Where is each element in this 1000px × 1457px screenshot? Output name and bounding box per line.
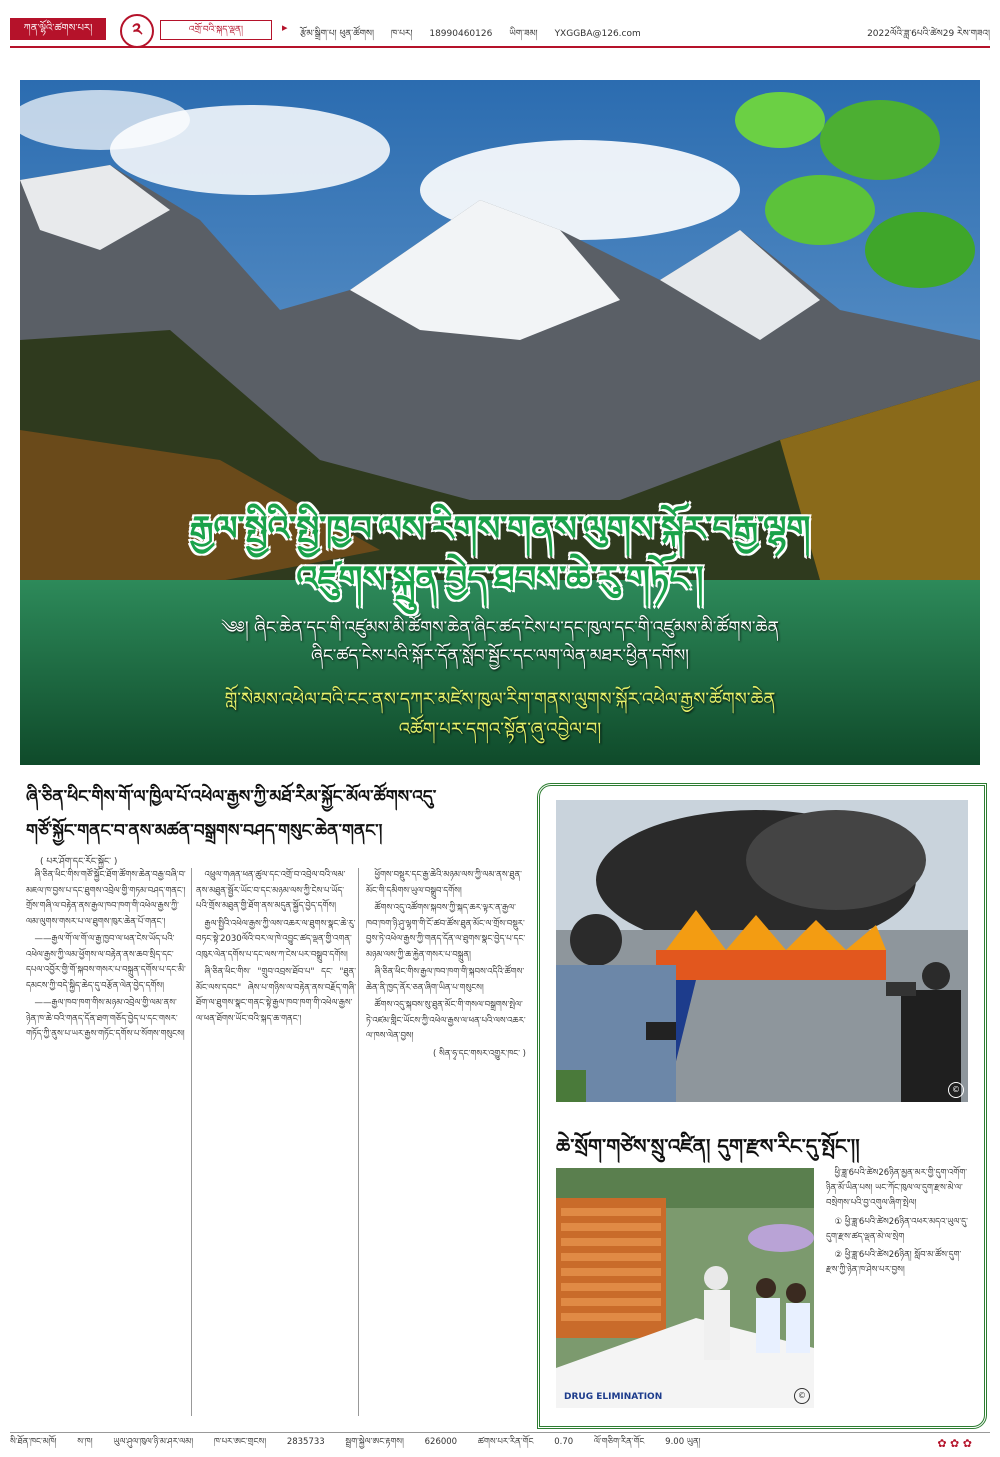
article-source: ( པར་ཤོག་དང་རོང་སྐྱོང་ ): [40, 857, 118, 867]
paragraph: ——རྒྱལ་ཁབ་ཁག་གིས་མཉམ་འབྲེལ་གྱི་ལམ་ནས་ཉེན་ཁ་ཆེ་བའི་གནད་དོན་ཐག་གཅོད་བྱེད་པ་དང་གསར་གཏོད་ཀྱི་ནུས་པ་ཡར་རྒྱས་གཏོང་དགོས་པ་སོགས་གསུངས།: [26, 998, 185, 1039]
publisher: སི་ཐོན་ཁང་མཁོ།: [10, 1437, 57, 1447]
editor-label: རྩོམ་སྒྲིག་པ། ཕུན་ཚོགས།: [300, 29, 375, 39]
hero-title-line2: འཛུགས་སྐྲུན་བྱེད་ཐབས་ཆེ་རུ་གཏོང་།: [296, 559, 704, 599]
triangle-icon: ▸: [282, 21, 288, 34]
article-headline: [26, 780, 526, 848]
paragraph: ② ཕྱི་ཟླ་6པའི་ཚེས26ཉིན། སློབ་མ་ཚོས་དུག་རྫས་ཀྱི་ཉེན་ཁ་ཤེས་པར་བྱས།: [826, 1250, 962, 1276]
paragraph: ཚོགས་འདུ་སྐབས་སུ་ཐུན་མོང་གི་གསལ་བསྒྲགས་སྤེལ་ཏེ་འཛམ་གླིང་ཡོངས་ཀྱི་འཕེལ་རྒྱས་ལ་ཕན་པའི་ལས་འཆར་ལ་ཁས་ལེན་བྱས།: [366, 1000, 526, 1041]
hero-subtitle-line2: ཞིང་ཚད་ངེས་པའི་སྐོར་དོན་སློབ་སྦྱོང་དང་ལག་ལེན་མཐར་ཕྱིན་དགོས།: [311, 646, 689, 666]
column-divider: [191, 868, 192, 1416]
footer-info: [10, 1432, 990, 1451]
zip-code: 626000: [424, 1437, 458, 1447]
paragraph: ཚོགས་འདུ་འཚོགས་སྐབས་ཀྱི་སྐད་ཆར་ལྟར་ན་རྒྱལ་ཁབ་ཁག་ཉི་ཤུ་ལྷག་གི་ངོ་ཚབ་ཚོས་ཐུན་མོང་ལ་གྲོས་བསྡུར་བྱས་ཏེ་འཕེལ་རྒྱས་ཀྱི་གནད་དོན་ལ་ཐུགས་སྣང་བྱེད་པ་དང་མཉམ་ལས་ཀྱི་ཆ་རྐྱེན་གསར་པ་བསྐྲུན།: [366, 903, 526, 960]
phone-label: ཁ་པར།: [390, 29, 413, 39]
article-body: [26, 868, 526, 1416]
photo-credit-icon: ©: [948, 1082, 964, 1098]
hero-title-line1: རྒྱལ་སྤྱིའི་སྤྱི་ཁྱབ་ལས་རིགས་གནས་ལུགས་སྐོར་བརྒྱ་ལྷག: [189, 509, 811, 549]
paragraph: རྒྱལ་སྤྱིའི་འཕེལ་རྒྱས་ཀྱི་ལས་འཆར་ལ་ཐུགས་སྣང་ཆེ་རུ་བཏང་སྟེ་2030ལོའི་བར་ལ་ཁེ་འབྱུང་ཚད་ལྡན་གྱི་འགན་འཁུར་ལེན་དགོས་པ་དང་ལས་ཀ་ངེས་པར་བསྒྲུབ་དགོས།: [196, 918, 356, 960]
paragraph: ཕྱི་ཟླ་6པའི་ཚེས26ཉིན་མྱན་མར་གྱི་དུག་འགོག་ཉིན་མོ་ཡིན་པས། ཡང་ཀོང་ཁུལ་ལ་དུག་རྫས་མེ་ལ་བསྲེགས་པའི་བྱ་འགུལ་ཞིག་སྤེལ།: [826, 1168, 967, 1209]
article-headline-line1: ཞི་ཅིན་ཕིང་གིས་གོ་ལ་ཁྱིལ་པོ་འཕེལ་རྒྱས་ཀྱི་མཐོ་རིམ་སྐྱོང་མོལ་ཚོགས་འདུ་: [26, 787, 437, 807]
paragraph: ཞི་ཅིན་ཕིང་གིས་ "གྲུབ་འབྲས་ཐོབ་པ" དང་ "ཐུན་མོང་ལས་དབང" ཞེས་པ་གཉིས་ལ་བརྟེན་ནས་བརྗོད་གཞི་ཐོག་ལ་ཐུགས་སྣང་གནང་སྟེ་རྒྱལ་ཁབ་ཁག་གི་འཕེལ་རྒྱས་ལ་ཕན་ཐོགས་ཡོང་བའི་སྐད་ཆ་གནང་།: [196, 967, 356, 1024]
email-label: ཡིག་ཟམ།: [509, 29, 538, 39]
drug-banner-text: DRUG ELIMINATION: [564, 1392, 663, 1402]
drug-burning-photo: [556, 800, 968, 1102]
article-column-1: [26, 868, 186, 1416]
article-column-3: [366, 868, 526, 1416]
phone-number: 2835733: [286, 1437, 325, 1447]
paragraph: ཕྱོགས་བསྡུར་དང་རྒྱ་ཆེའི་མཉམ་ལས་ཀྱི་ལམ་ནས་ཐུན་མོང་གི་དམིགས་ཡུལ་བསྒྲུབ་དགོས།: [366, 870, 522, 896]
paper-name: ཀན་ལྷོའི་ཚགས་པར།: [10, 18, 106, 40]
year-price-label: ལོ་གཅིག་རིན་གོང: [593, 1437, 645, 1447]
article-headline-line2: གཙོ་སྐྱོང་གནང་བ་ནས་མཚན་བསྒྲགས་བཤད་གསུང་ཆེན་གནང་།: [26, 821, 383, 841]
drug-display-photo: [556, 1168, 814, 1408]
hero-subtitle-line3: གློ་སེམས་འཕེལ་བའི་ངང་ནས་དཀར་མཛེས་ཁུལ་རིག་གནས་ལུགས་སྐོར་འཕེལ་རྒྱས་ཚོགས་ཆེན: [224, 689, 776, 710]
hero-banner: [20, 80, 980, 765]
paragraph: ཞི་ཅིན་ཕིང་གིས་རྒྱལ་ཁབ་ཁག་གི་སྐབས་འདིའི་ཚོགས་ཆེན་ནི་ཁྱད་ནོར་ཅན་ཞིག་ཡིན་པ་གསུངས།: [366, 967, 525, 993]
hero-subtitle-line1: ༄༅། ཞིང་ཆེན་དང་གི་འཛུམས་མི་ཚོགས་ཆེན་ཞིང་ཚད་ངེས་པ་དང་ཁུལ་དང་གི་འཛུམས་མི་ཚོགས་ཆེན: [221, 618, 779, 638]
paragraph: ཞི་ཅིན་ཕིང་གིས་གཙོ་སྐྱོང་ཐོག་ཚོགས་ཆེན་བརྒྱ་བཞི་བ་མཇལ་ཁ་བྱས་པ་དང་ཐུགས་འབྲེལ་གྱི་གཏམ་བཤད་གནང་། གྲོས་གཞི་ལ་བརྟེན་ནས་རྒྱལ་ཁབ་ཁག་གི་འཕེལ་རྒྱས་ཀྱི་ལམ་ལུགས་གསར་པ་ལ་ཐུགས་ཁུར་ཆེན་པོ་གནང་།: [26, 870, 186, 927]
price-label: ཚགས་པར་རིན་གོང: [477, 1437, 534, 1447]
page-number: ༢: [120, 14, 154, 48]
header-info: [300, 24, 655, 49]
photo-credit-icon: ©: [794, 1388, 810, 1404]
zip-label: སྦྲག་སྐྱེལ་ཨང་རྟགས།: [345, 1437, 404, 1447]
article-byline: ( སིན་ཧྭ་དང་གསར་འགྱུར་ཁང་ ): [432, 1048, 526, 1059]
hero-subtitle-line4: འཚོག་པར་དགའ་སྟོན་ཞུ་འབྱེལ་བ།: [398, 719, 602, 740]
year-price: 9.00 ཡུན།: [665, 1437, 701, 1447]
article-column-2: [196, 868, 356, 1416]
feature-caption: [826, 1166, 972, 1411]
email-address: YXGGBA@126.com: [554, 29, 641, 39]
section-name: འགྲོ་བའི་སྐད་ལྡན།: [160, 20, 272, 40]
price: 0.70: [554, 1437, 574, 1447]
paragraph: ——རྒྱལ་གོ་ལ་གོ་ལ་རྒྱ་ཁྱབ་ལ་ཕན་ངེས་ཡོད་པའི་འཕེལ་རྒྱས་ཀྱི་ལམ་ཕྱོགས་ལ་བརྟེན་ནས་ཆབ་སྲིད་དང་དཔལ་འབྱོར་གྱི་གོ་སྐབས་གསར་པ་བསྐྲུན་དགོས་པ་དང་མི་དམངས་ཀྱི་བདེ་སྐྱིད་ཆེད་དུ་བརྩོན་ལེན་བྱེད་དགོས།: [26, 934, 186, 991]
column-divider: [358, 868, 359, 1416]
paragraph: འཕྲུལ་གཞན་ཕན་ཚུལ་དང་འགྲོ་བ་འབྲེལ་བའི་ལམ་ནས་མཐུན་སྦྱོར་ཡོང་བ་དང་མཉམ་ལས་ཀྱི་ངེས་པ་ཡོད་པའི་གྲོས་མཐུན་གྱི་ཐོག་ནས་མདུན་སྐྱོད་བྱེད་དགོས།: [196, 870, 346, 911]
feature-title: ཆེ་སྲོག་གཙེས་སྲུ་འཛིན། དུག་རྫས་རིང་དུ་སྤོང་།།: [556, 1134, 860, 1158]
flower-ornament-icon: ✿ ✿ ✿: [937, 1437, 972, 1450]
address-label: ས་ཁ།: [77, 1437, 93, 1447]
issue-date: 2022ལོའི་ཟླ་6པའི་ཚེས29 རེས་གཟའ།: [867, 29, 990, 39]
phone-number: 18990460126: [429, 29, 493, 39]
paragraph: ① ཕྱི་ཟླ་6པའི་ཚེས26ཉིན་འཕར་མདའ་ཡུལ་དུ་དུག་རྫས་ཚད་ལྡན་མེ་ལ་སྲེག: [826, 1216, 968, 1242]
masthead: [10, 12, 990, 48]
phone-label: ཁ་པར་ཨང་གྲངས།: [213, 1437, 267, 1447]
address: ཡུལ་ཤུལ་ཁུལ་ཉི་མ་ཤར་ལམ།: [113, 1437, 194, 1447]
